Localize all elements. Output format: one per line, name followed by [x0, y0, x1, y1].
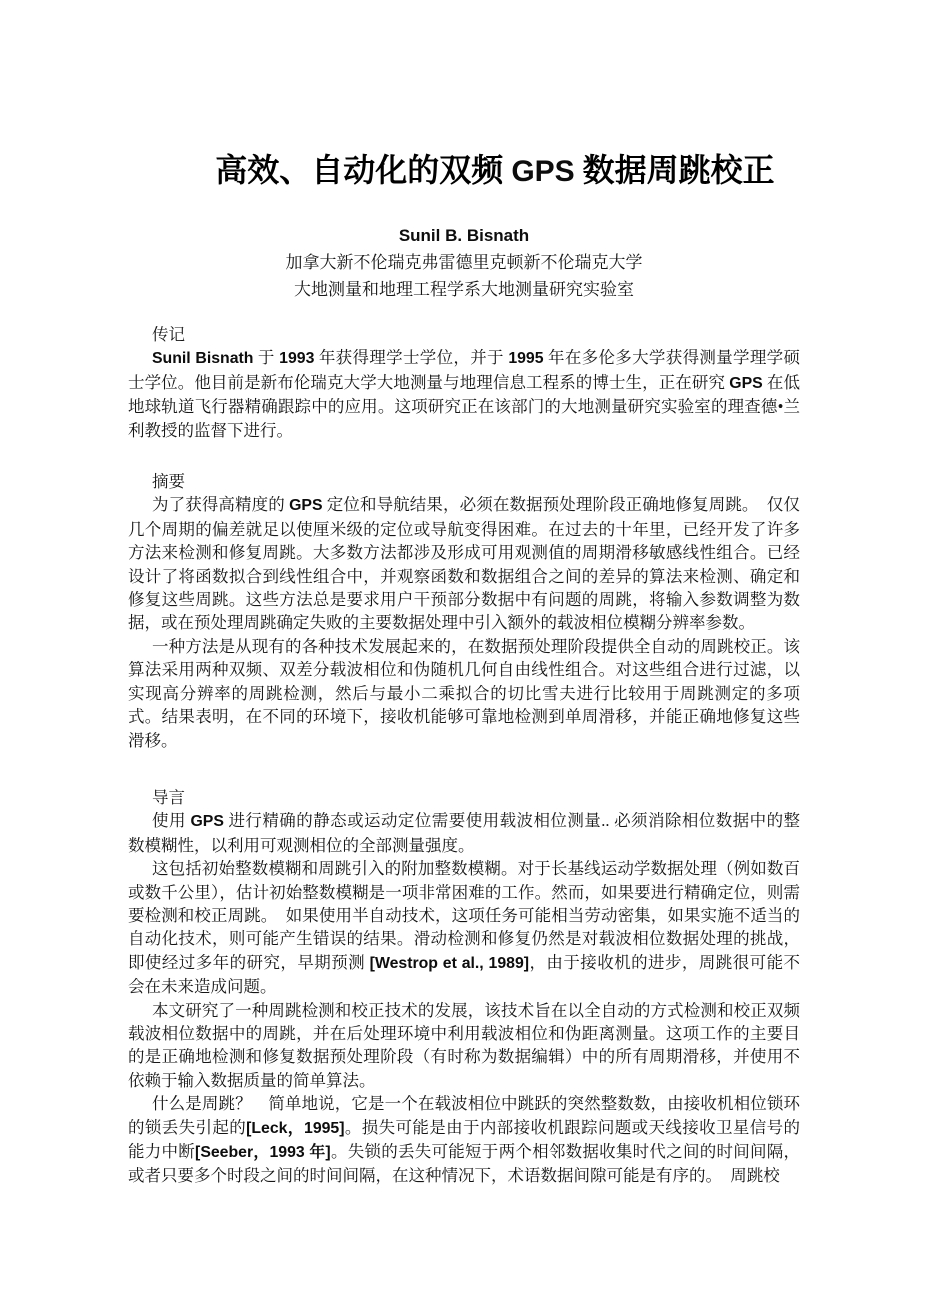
text-segment: 定位和导航结果，必须在数据预处理阶段正确地修复周跳。 仅仅几个周期的偏差就足以使厘米级的定位或导航变得困难。在过去的十年里，已经开发了许多方法来检测和修复周跳。大多数方法都涉及形成可用观测值的周期滑移敏感线性组合。已经设计了将函数拟合到线性组合中，并观察函数和数据组合之间的差异的算法来检测、确定和修复这些周跳。这些方法总是要求用户干预部分数据中有问题的周跳，将输入参数调整为数据，或在预处理周跳确定失败的主要数据处理中引入额外的载波相位模糊分辨率参数。 [128, 495, 801, 633]
year-1995-text: 1995 [508, 350, 544, 368]
section-heading-abstract: 摘要 [152, 472, 185, 492]
text-segment: 进行精确的静态或运动定位需要使用载波相位测量.. 必须消除相位数据中的整数模糊性，以利用可观测相位的全部测量强度。 [128, 811, 801, 855]
text-segment: 。损失可能是由于内部接收机跟踪问题或天线接收卫星信号的能力中断 [128, 1117, 800, 1161]
gps-text: GPS [729, 374, 763, 392]
affiliation-line-2: 大地测量和地理工程学系大地测量研究实验室 [294, 280, 634, 299]
title-text-segment: 高效、自动化的双频 [215, 152, 512, 188]
intro-paragraph-2 [128, 857, 800, 998]
abstract-paragraph-2: 一种方法是从现有的各种技术发展起来的，在数据预处理阶段提供全自动的周跳校正。该算法采用两种双频、双差分载波相位和伪随机几何自由线性组合。对这些组合进行过滤，以实现高分辨率的周跳检测，然后与最小二乘拟合的切比雪夫进行比较用于周跳测定的多项式。结果表明，在不同的环境下，接收机能够可靠地检测到单周滑移，并能正确地修复这些滑移。 [128, 636, 800, 750]
biography-paragraph [128, 346, 800, 442]
author-name-inline: Sunil Bisnath [152, 350, 254, 368]
abstract-paragraph-1 [128, 493, 800, 634]
citation-leck-1995: [Leck，1995] [246, 1119, 345, 1137]
year-1993-text: 1993 [279, 350, 315, 368]
intro-paragraph-1 [128, 809, 800, 857]
text-segment: 。失锁的丢失可能短于两个相邻数据收集时代之间的时间间隔，或者只要多个时段之间的时间间隔，在这种情况下，术语数据间隙可能是有序的。 周跳校 [128, 1142, 801, 1186]
title-gps-text: GPS [511, 155, 575, 188]
section-heading-introduction: 导言 [152, 787, 185, 807]
citation-seeber-1993: [Seeber，1993 年] [195, 1144, 331, 1161]
text-segment: 在低地球轨道飞行器精确跟踪中的应用。这项研究正在该部门的大地测量研究实验室的理查德•兰利教授的监督下进行。 [128, 372, 801, 440]
citation-westrop-1989: [Westrop et al., 1989] [369, 954, 530, 972]
intro-paragraph-3: 本文研究了一种周跳检测和校正技术的发展，该技术旨在以全自动的方式检测和校正双频载波相位数据中的周跳，并在后处理环境中利用载波相位和伪距离测量。这项工作的主要目的是正确地检测和修复数据预处理阶段（有时称为数据编辑）中的所有周期滑移，并使用不依赖于输入数据质量的简单算法。 [128, 1000, 800, 1090]
text-segment: 于 [253, 348, 280, 368]
text-segment: 年获得理学士学位，并于 [314, 348, 509, 368]
text-segment: 年在多伦多大学获得测量学理学硕士学位。他目前是新布伦瑞克大学大地测量与地理信息工程系的博士生，正在研究 [128, 348, 800, 392]
text-segment: 使用 [152, 811, 191, 831]
text-segment: ，由于接收机的进步，周跳很可能不会在未来造成问题。 [128, 952, 801, 997]
text-segment: 为了获得高精度的 [152, 495, 290, 515]
intro-paragraph-4 [128, 1092, 800, 1188]
gps-text: GPS [190, 813, 224, 831]
affiliation-line-1: 加拿大新不伦瑞克弗雷德里克顿新不伦瑞克大学 [285, 253, 643, 272]
text-segment: 什么是周跳？ 简单地说，它是一个在载波相位中跳跃的突然整数数，由接收机相位锁环的锁丢失引起的 [128, 1094, 800, 1137]
author-name: Sunil B. Bisnath [398, 226, 530, 245]
paper-title [128, 150, 800, 192]
title-text-segment: 数据周跳校正 [574, 152, 775, 188]
gps-text: GPS [289, 497, 323, 515]
text-segment: 这包括初始整数模糊和周跳引入的附加整数模糊。对于长基线运动学数据处理（例如数百或数千公里），估计初始整数模糊是一项非常困难的工作。然而，如果要进行精确定位，则需要检测和校正周跳。 如果使用半自动技术，这项任务可能相当劳动密集，如果实施不适当的自动化技术，则可能产生错误的结果。滑动检测和修复仍然是对载波相位数据处理的挑战，即使经过多年的研究，早期预测 [128, 859, 800, 972]
byline-block [128, 222, 800, 303]
section-heading-biography: 传记 [152, 325, 185, 344]
